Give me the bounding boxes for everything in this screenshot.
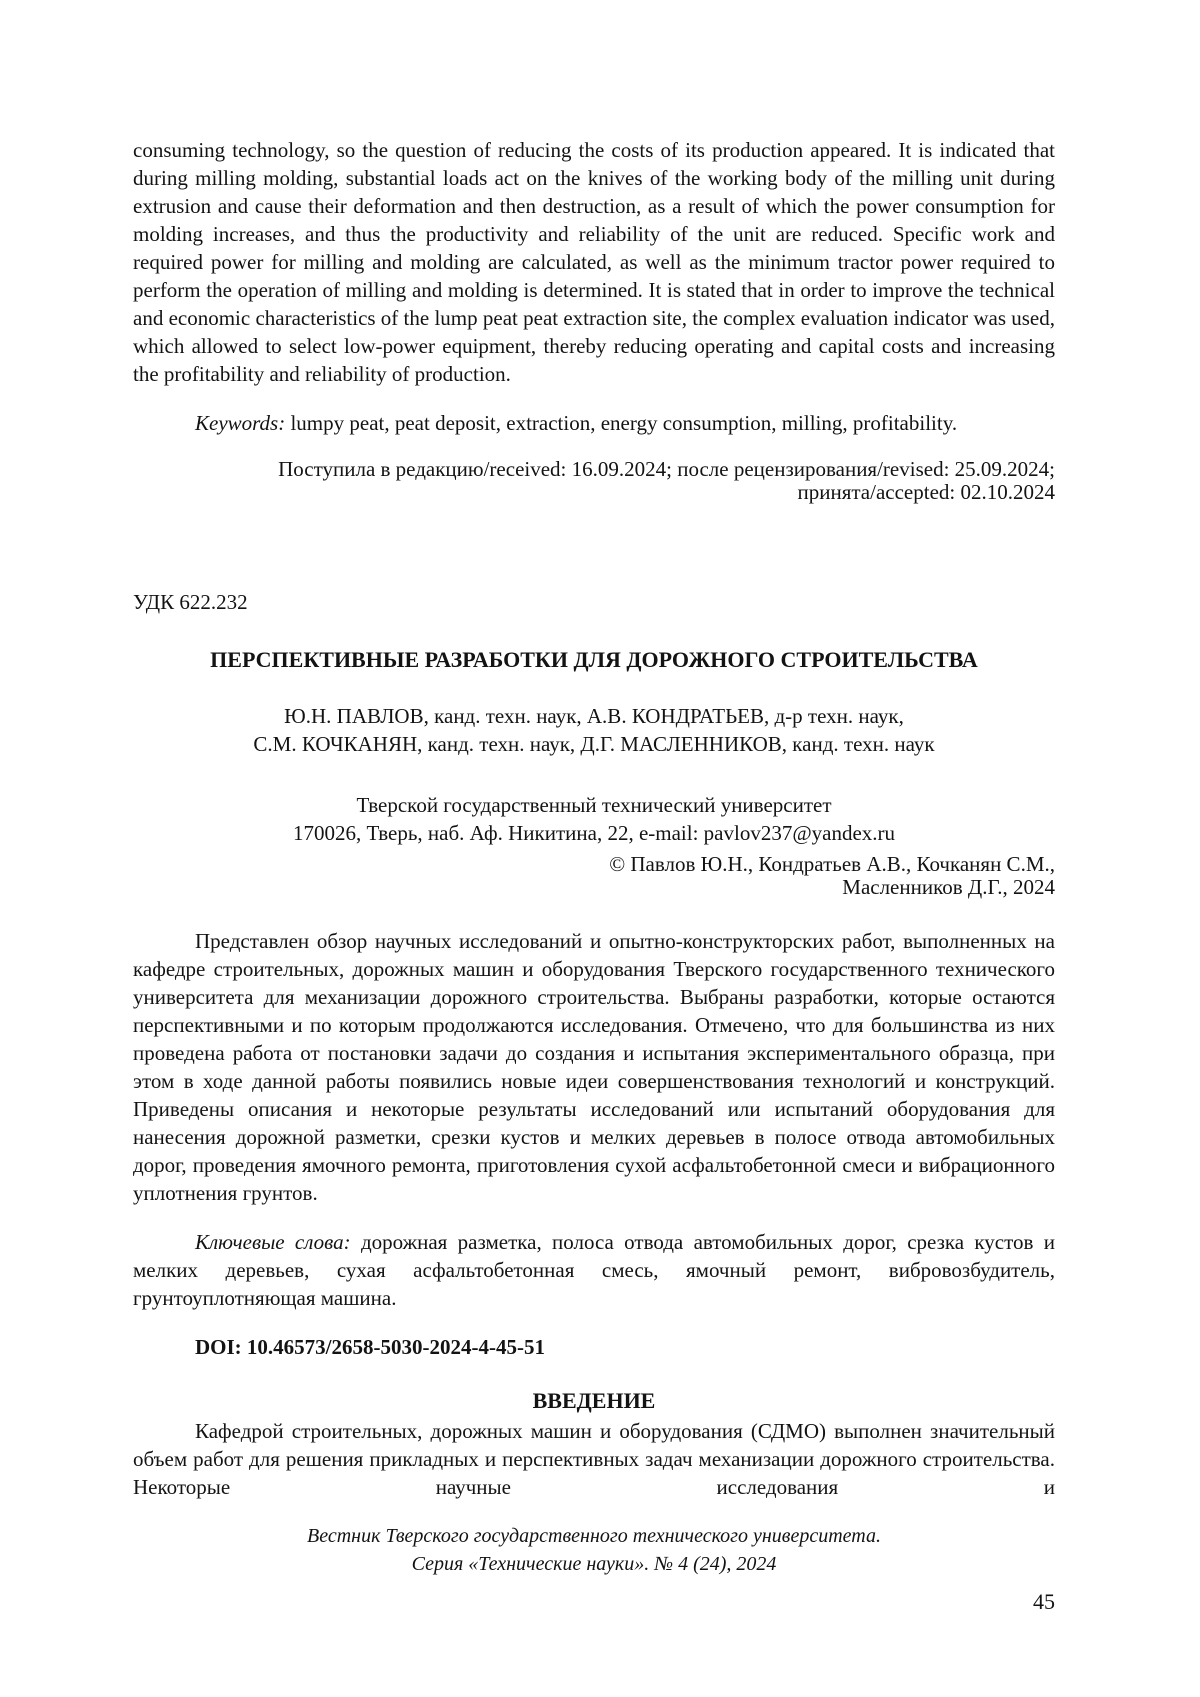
affiliation-name: Тверской государственный технический университет bbox=[356, 793, 832, 817]
english-keywords-paragraph bbox=[133, 409, 1055, 437]
page-content bbox=[133, 0, 1055, 1578]
accepted-line: принята/accepted: 02.10.2024 bbox=[797, 480, 1055, 504]
russian-keywords-paragraph bbox=[133, 1228, 1055, 1312]
introduction-paragraph: Кафедрой строительных, дорожных машин и оборудования (СДМО) выполнен значительный объем работ для решения прикладных и перспективных задач механизации дорожного строительства. Некоторые научные исследования и bbox=[133, 1419, 1055, 1499]
doi: DOI: 10.46573/2658-5030-2024-4-45-51 bbox=[195, 1335, 545, 1359]
affiliation-block bbox=[133, 791, 1055, 847]
page-number: 45 bbox=[1033, 1589, 1055, 1614]
authors-line: Ю.Н. ПАВЛОВ, канд. техн. наук, А.В. КОНДРАТЬЕВ, д-р техн. наук, bbox=[284, 704, 904, 728]
footer-series-issue: Серия «Технические науки». № 4 (24), 2024 bbox=[411, 1553, 777, 1575]
received-revised-line: Поступила в редакцию/received: 16.09.2024; после рецензирования/revised: 25.09.2024; bbox=[278, 457, 1055, 481]
russian-keywords-text: дорожная разметка, полоса отвода автомобильных дорог, срезка кустов и мелких деревьев, сухая асфальтобетонная смесь, ямочный ремонт, вибровозбудитель, грунтоуплотняющая машина. bbox=[133, 1230, 1055, 1310]
russian-abstract-paragraph: Представлен обзор научных исследований и опытно-конструкторских работ, выполненных на кафедре строительных, дорожных машин и оборудования Тверского государственного технического университета для механизации дорожного строительства. Выбраны разработки, которые остаются перспективными и по которым продолжаются исследования. Отмечено, что для большинства из них проведена работа от постановки задачи до создания и испытания экспериментального образца, при этом в ходе данной работы появились новые идеи совершенствования технологий и конструкций. Приведены описания и некоторые результаты исследований или испытаний оборудования для нанесения дорожной разметки, срезки кустов и мелких деревьев в полосе отвода автомобильных дорог, проведения ямочного ремонта, приготовления сухой асфальтобетонной смеси и вибрационного уплотнения грунтов. bbox=[133, 929, 1055, 1205]
authors-line: С.М. КОЧКАНЯН, канд. техн. наук, Д.Г. МАСЛЕННИКОВ, канд. техн. наук bbox=[253, 732, 935, 756]
copyright-line: © Павлов Ю.Н., Кондратьев А.В., Кочканян С.М., bbox=[609, 852, 1055, 876]
authors-block bbox=[133, 702, 1055, 758]
introduction-heading: ВВЕДЕНИЕ bbox=[532, 1388, 656, 1413]
russian-keywords-label: Ключевые слова: bbox=[195, 1230, 351, 1254]
english-keywords-label: Keywords: bbox=[195, 411, 286, 435]
article-title: ПЕРСПЕКТИВНЫЕ РАЗРАБОТКИ ДЛЯ ДОРОЖНОГО СТРОИТЕЛЬСТВА bbox=[210, 647, 978, 672]
footer-journal-name: Вестник Тверского государственного технического университета. bbox=[307, 1525, 881, 1547]
journal-footer bbox=[133, 1522, 1055, 1578]
english-keywords-text: lumpy peat, peat deposit, extraction, energy consumption, milling, profitability. bbox=[285, 411, 958, 435]
affiliation-address: 170026, Тверь, наб. Аф. Никитина, 22, e-mail: pavlov237@yandex.ru bbox=[292, 821, 896, 845]
copyright-block bbox=[133, 853, 1055, 899]
submission-dates-block bbox=[133, 458, 1055, 504]
english-abstract-paragraph: consuming technology, so the question of reducing the costs of its production appeared. It is indicated that during milling molding, substantial loads act on the knives of the working body of the milling unit during extrusion and cause their deformation and then destruction, as a result of which the power consumption for molding increases, and thus the productivity and reliability of the unit are reduced. Specific work and required power for milling and molding are calculated, as well as the minimum tractor power required to perform the operation of milling and molding is determined. It is stated that in order to improve the technical and economic characteristics of the lump peat peat extraction site, the complex evaluation indicator was used, which allowed to select low-power equipment, thereby reducing operating and capital costs and increasing the profitability and reliability of production. bbox=[133, 138, 1055, 386]
udc-code: УДК 622.232 bbox=[133, 590, 248, 614]
copyright-line: Масленников Д.Г., 2024 bbox=[842, 875, 1055, 899]
